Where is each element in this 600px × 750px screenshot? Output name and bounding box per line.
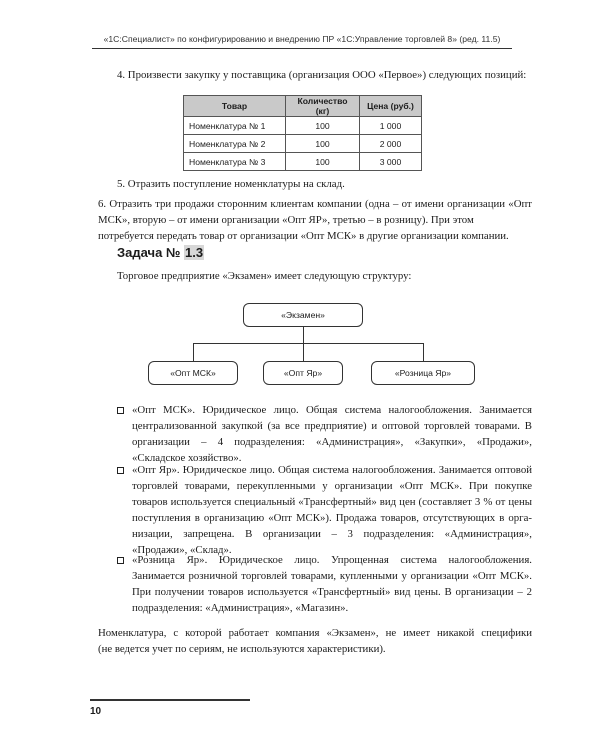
step-6-line: «Опт МСК», вторую – от имени организации «Опт ЯР», третью – в розницу). При этом: [98, 198, 532, 226]
list-item-line: В организации – 4 подразделения: «Администрация», «Закупки», «Продажи»,: [132, 420, 532, 448]
column-header: Количество (кг): [286, 96, 360, 117]
step-4-text: 4. Произвести закупку у поставщика (организация ООО «Первое») следующих позиций:: [117, 69, 527, 81]
purchase-table: [183, 95, 422, 171]
list-item-line: «Опт Яр». Юридическое лицо. Общая система налогообложения. Занимается оптовой: [132, 464, 532, 476]
org-box-roznica-yar: «Розница Яр»: [371, 361, 475, 385]
column-header: Цена (руб.): [360, 96, 422, 117]
task-heading-prefix: Задача №: [117, 245, 185, 260]
table-row: [184, 135, 422, 153]
org-box-opt-yar: «Опт Яр»: [263, 361, 343, 385]
header-rule: [92, 48, 512, 49]
table-cell: 100: [286, 153, 360, 171]
list-item: [132, 402, 532, 466]
org-box-root: «Экзамен»: [243, 303, 363, 327]
connector-line: [303, 343, 304, 361]
table-cell: 100: [286, 117, 360, 135]
task-heading: [117, 245, 204, 260]
list-item-line: При получении товаров используется «Трансфертный» вид цены. В организации –: [132, 586, 523, 598]
list-item-line: «Склад».: [190, 544, 232, 556]
task-number: 1.3: [185, 245, 204, 260]
list-item-line: поступления в организацию «Опт МСК»). Продажа товаров, отсутствующих в орга-: [132, 512, 532, 524]
connector-line: [423, 343, 424, 361]
list-item-line: централизованной закупкой (за все предприятие) и оптовой торговлей товарами.: [132, 420, 520, 432]
list-item: [132, 552, 532, 616]
column-header: Товар: [184, 96, 286, 117]
table-cell: 100: [286, 135, 360, 153]
list-item-line: низации, запрещена. В организации – 3 подразделения: «Администрация», «Продажи»,: [132, 528, 532, 556]
table-cell: 2 000: [360, 135, 422, 153]
table-row: [184, 153, 422, 171]
closing-line: Номенклатура, с которой работает компания «Экзамен», не имеет никакой специфики: [98, 627, 532, 639]
list-item-line: «Складское хозяйство».: [132, 452, 242, 464]
connector-line: [193, 343, 423, 344]
table-cell: 1 000: [360, 117, 422, 135]
list-item: [132, 462, 532, 558]
table-cell: Номенклатура № 1: [184, 117, 286, 135]
structure-intro: Торговое предприятие «Экзамен» имеет следующую структуру:: [117, 270, 412, 282]
step-6-line: 6. Отразить три продажи сторонним клиентам компании (одна – от имени организации: [98, 198, 506, 210]
closing-line: (не ведется учет по сериям, не используются характеристики).: [98, 643, 386, 655]
table-header-row: [184, 96, 422, 117]
list-item-line: «Опт МСК». Юридическое лицо. Общая система налогообложения. Занимается: [132, 404, 532, 416]
table-cell: Номенклатура № 3: [184, 153, 286, 171]
list-item-line: Занимается розничной торговлей товарами, купленными у организации «Опт МСК».: [132, 570, 532, 582]
page-number: 10: [90, 706, 102, 717]
list-item-line: 2 подразделения: «Администрация», «Магазин».: [132, 586, 532, 614]
step-6-text: [98, 196, 532, 244]
connector-line: [303, 327, 304, 343]
org-box-opt-msk: «Опт МСК»: [148, 361, 238, 385]
table-row: [184, 117, 422, 135]
list-item-line: торговлей товарами, перекупленными у организации «Опт МСК». При покупке: [132, 480, 532, 492]
step-6-line: потребуется передать товар от организации «Опт МСК» в другие организации компании.: [98, 230, 509, 242]
running-head: «1С:Специалист» по конфигурированию и внедрению ПР «1С:Управление торговлей 8» (ред. 11.5): [103, 34, 501, 44]
checkbox-bullet-icon: [117, 406, 127, 416]
connector-line: [193, 343, 194, 361]
list-item-line: «Розница Яр». Юридическое лицо. Упрощенная система налогообложения.: [132, 554, 532, 566]
list-item-line: товаров используется специальный «Трансфертный» вид цен (составляет 3 % от цены: [132, 496, 532, 508]
table-cell: Номенклатура № 2: [184, 135, 286, 153]
table-cell: 3 000: [360, 153, 422, 171]
footer-rule: [90, 699, 250, 701]
checkbox-bullet-icon: [117, 466, 127, 476]
closing-paragraph: [98, 625, 532, 657]
checkbox-bullet-icon: [117, 556, 127, 566]
step-5-text: 5. Отразить поступление номенклатуры на склад.: [117, 178, 345, 190]
